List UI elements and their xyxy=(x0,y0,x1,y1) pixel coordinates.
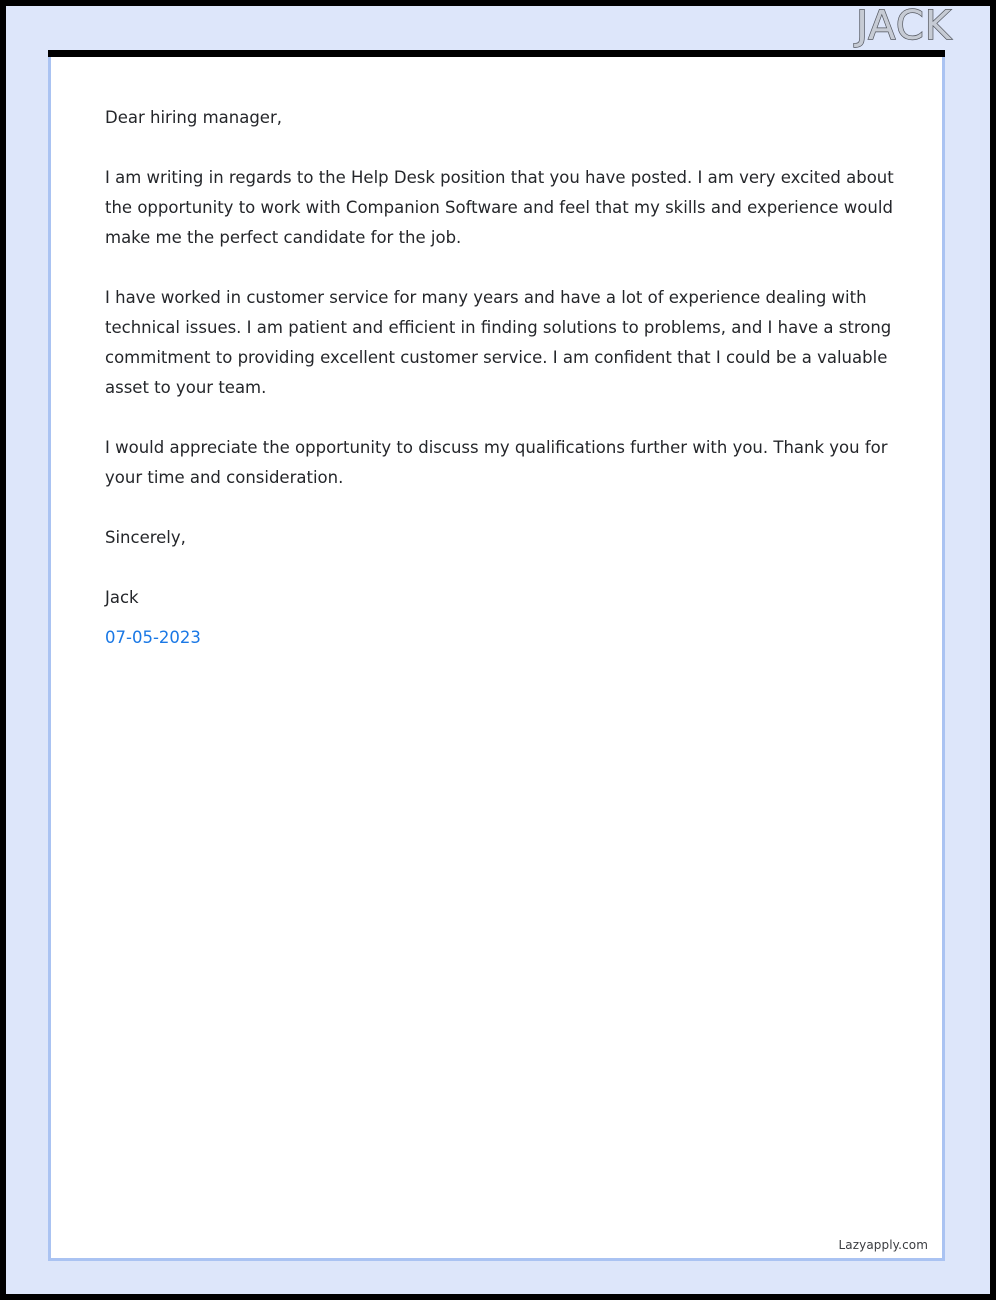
document-frame xyxy=(6,3,990,1294)
salutation: Dear hiring manager, xyxy=(105,108,282,127)
letter-page xyxy=(48,57,945,1261)
closing: Sincerely, xyxy=(105,528,186,547)
letter-content xyxy=(105,103,895,653)
signature-name: Jack xyxy=(105,588,139,607)
letter-date: 07-05-2023 xyxy=(105,628,201,647)
letterhead-name: JACK xyxy=(856,3,952,49)
body-paragraph-1: I am writing in regards to the Help Desk position that you have posted. I am very excited about the opportunity to work with Companion Software and feel that my skills and experience would make me the perfect candidate for the job. xyxy=(105,168,894,247)
letterhead-divider xyxy=(48,50,945,57)
footer-branding: Lazyapply.com xyxy=(838,1238,928,1252)
body-paragraph-3: I would appreciate the opportunity to discuss my qualifications further with you. Thank you for your time and consideration. xyxy=(105,438,888,487)
body-paragraph-2: I have worked in customer service for many years and have a lot of experience dealing with technical issues. I am patient and efficient in finding solutions to problems, and I have a strong commitment to providing excellent customer service. I am confident that I could be a valuable asset to your team. xyxy=(105,288,892,397)
letterhead xyxy=(6,3,990,50)
